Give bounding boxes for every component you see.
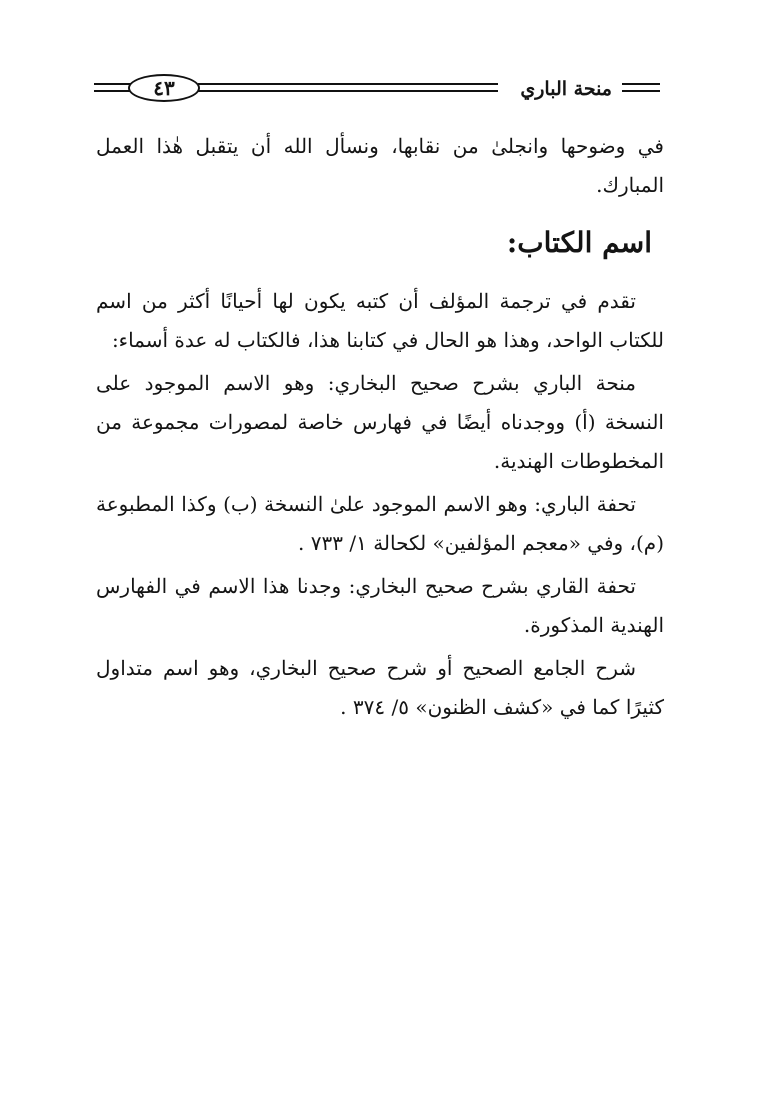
paragraph-name-minhat: منحة الباري بشرح صحيح البخاري: وهو الاسم الموجود على النسخة (أ) ووجدناه أيضًا في فهارس خاصة لمصورات مجموعة من المخطوطات الهندية. bbox=[96, 371, 664, 473]
section-heading: اسم الكتاب: bbox=[507, 223, 652, 264]
header-rule-right-bottom bbox=[622, 90, 660, 92]
paragraph-name-tuhfat-alqari: تحفة القاري بشرح صحيح البخاري: وجدنا هذا الاسم في الفهارس الهندية المذكورة. bbox=[96, 574, 664, 637]
page-number: ٤٣ bbox=[128, 74, 200, 102]
header-rule-right-top bbox=[622, 83, 660, 85]
section-heading-wrap bbox=[96, 213, 664, 276]
body-text bbox=[96, 127, 664, 727]
paragraph-name-sharh: شرح الجامع الصحيح أو شرح صحيح البخاري، وهو اسم متداول كثيرًا كما في «كشف الظنون» ٥/ ٣٧٤ . bbox=[96, 656, 664, 719]
page-header bbox=[94, 70, 662, 110]
header-rule-center-top bbox=[198, 83, 498, 85]
paragraph-names-intro: تقدم في ترجمة المؤلف أن كتبه يكون لها أحيانًا أكثر من اسم للكتاب الواحد، وهذا هو الحال في كتابنا هذا، فالكتاب له عدة أسماء: bbox=[96, 289, 664, 352]
paragraph-name-tuhfat-albari: تحفة الباري: وهو الاسم الموجود علىٰ النسخة (ب) وكذا المطبوعة (م)، وفي «معجم المؤلفين» لكحالة ١/ ٧٣٣ . bbox=[96, 492, 664, 555]
header-rule-center-bottom bbox=[198, 90, 498, 92]
running-title: منحة الباري bbox=[520, 78, 612, 100]
intro-paragraph: في وضوحها وانجلىٰ من نقابها، ونسأل الله أن يتقبل هٰذا العمل المبارك. bbox=[96, 134, 664, 197]
